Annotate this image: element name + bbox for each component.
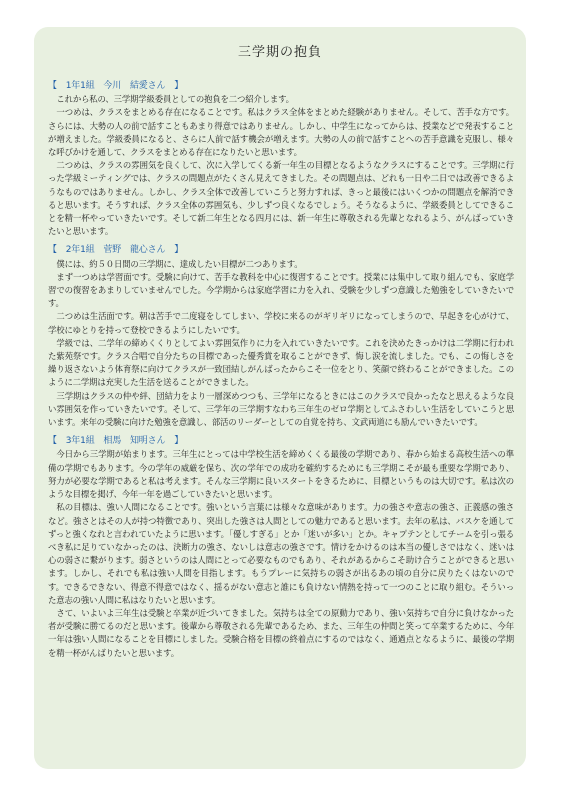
paragraph: 僕には、約５０日間の三学期に、達成したい目標が二つあります。 xyxy=(56,258,303,269)
document-body xyxy=(48,74,514,660)
paragraph: これから私の、三学期学級委員としての抱負を二つ紹介します。 xyxy=(56,94,294,105)
paragraph: さて、いよいよ三年生は受験と卒業が近づいてきました。気持ちは全ての原動力であり、強い気持ちで自分に負けなかった者が受験に勝てるのだと思います。後輩から尊敬される先輩であるため、また、三年生の仲間と笑って卒業するために、今年一年は強い人間になることを目標にしました。受験合格を目標の終着点にするのではなく、通過点となるように、最後の学期を精一杯がんばりたいと思います。 xyxy=(48,607,514,658)
paragraph: 二つめは、クラスの雰囲気を良くして、次に入学してくる新一年生の目標となるようなクラスにすることです。三学期に行った学級ミーティングでは、クラスの問題点がたくさん見えてきました。その問題点は、どれも一日や二日では改善できるようなものではありません。しかし、クラス全体で改善していこうと努力すれば、きっと最後にはいくつかの問題点を解消できると思います。そうすれば、クラス全体の雰囲気も、少しずつ良くなるでしょう。そうなるように、学級委員としてできることを精一杯やっていきたいです。そして新二年生となる四月には、新一年生に尊敬される先輩となれるよう、がんばっていきたいと思います。 xyxy=(48,160,514,237)
section-3 xyxy=(48,435,514,659)
page-title: 三学期の抱負 xyxy=(237,45,322,60)
paragraph: 私の目標は、強い人間になることです。強いという言葉には様々な意味があります。力の強さや意志の強さ、正義感の強さなど。強さとはその人が持つ特徴であり、突出した強さは人間としての魅力であると思います。去年の私は、バスケを通してずっと強くなれと言われていたように思います。「優しすぎる」とか「迷いが多い」とか。キャプテンとしてチームを引っ張るべき私に足りていなかったのは、決断力の強さ、ないしは意志の強さです。情けをかけるのは本当の優しさではなく、迷いは心の弱さに繋がります。弱さというのは人間にとって必要なものでもあり、それがあるからこそ助け合うことができると思います。しかし、それでも私は強い人間を目指します。もうプレーに気持ちの弱さが出るあの頃の自分に戻りたくはないのです。できるできない、得意不得意ではなく、揺るがない意志と誰にも負けない情熱を持って一つのことに取り組む。そういった意志の強い人間に私はなりたいと思います。 xyxy=(48,502,514,605)
section-heading: 【 1年1組 今川 結愛さん 】 xyxy=(48,81,184,91)
section-heading: 【 3年1組 相馬 知明さん 】 xyxy=(48,436,184,447)
section-2 xyxy=(48,244,514,429)
paragraph: 三学期はクラスの仲や絆、団結力をより一層深めつつも、三学年になるときにはこのクラスで良かったなと思えるような良い雰囲気を作っていきたいです。そして、三学年の三学期すなわち三年生のゼロ学期としてふさわしい生活をしていこうと思います。来年の受験に向けた勉強を意識し、部活のリーダーとしての自覚を持ち、文武両道にも励んでいきたいです。 xyxy=(48,390,514,428)
document-panel xyxy=(34,27,526,769)
section-heading: 【 2年1組 菅野 龍心さん 】 xyxy=(48,245,184,256)
paragraph: 一つめは、クラスをまとめる存在になることです。私はクラス全体をまとめた経験がありません。そして、苦手な方です。さらには、大勢の人の前で話すこともあまり得意ではありません。しかし、中学生になってからは、授業などで発表することが増えました。学級委員になると、さらに人前で話す機会が増えます。大勢の人の前で話すことへの苦手意識を克服し、様々な呼びかけを通して、クラスをまとめる存在になりたいと思います。 xyxy=(48,107,514,158)
paragraph: 二つめは生活面です。朝は苦手で二度寝をしてしまい、学校に来るのがギリギリになってしまうので、早起きを心がけて、学校にゆとりを持って登校できるようにしたいです。 xyxy=(48,311,514,335)
paragraph: 学級では、二学年の締めくくりとしてよい雰囲気作りに力を入れていきたいです。これを決めたきっかけは二学期に行われた紫苑祭です。クラス合唱で自分たちの目標であった優秀賞を取ることができず、悔し涙を流しました。でも、この悔しさを繰り返さないよう体育祭に向けてクラスが一致団結しがんばったからこそ一位をとり、笑顔で終わることができました。このように二学期は充実した生活を送ることができました。 xyxy=(48,337,514,388)
paragraph: まず一つめは学習面です。受験に向けて、苦手な教科を中心に復習することです。授業には集中して取り組んでも、家庭学習での復習をあまりしていませんでした。今学期からは家庭学習に力を入れ、受験を少しずつ意識した勉強をしていきたいです。 xyxy=(48,271,514,309)
section-1 xyxy=(48,80,514,238)
paragraph: 今日から三学期が始まります。三年生にとっては中学校生活を締めくくる最後の学期であり、春から始まる高校生活への準備の学期でもあります。今の学年の威厳を保ち、次の学年での成功を確約するためにも三学期こそが最も重要な学期であり、努力が必要な学期であると私は考えます。そんな三学期に良いスタートをきるために、目標というものは大切です。私は次のような目標を掲げ、今年一年を過ごしていきたいと思います。 xyxy=(48,449,514,500)
